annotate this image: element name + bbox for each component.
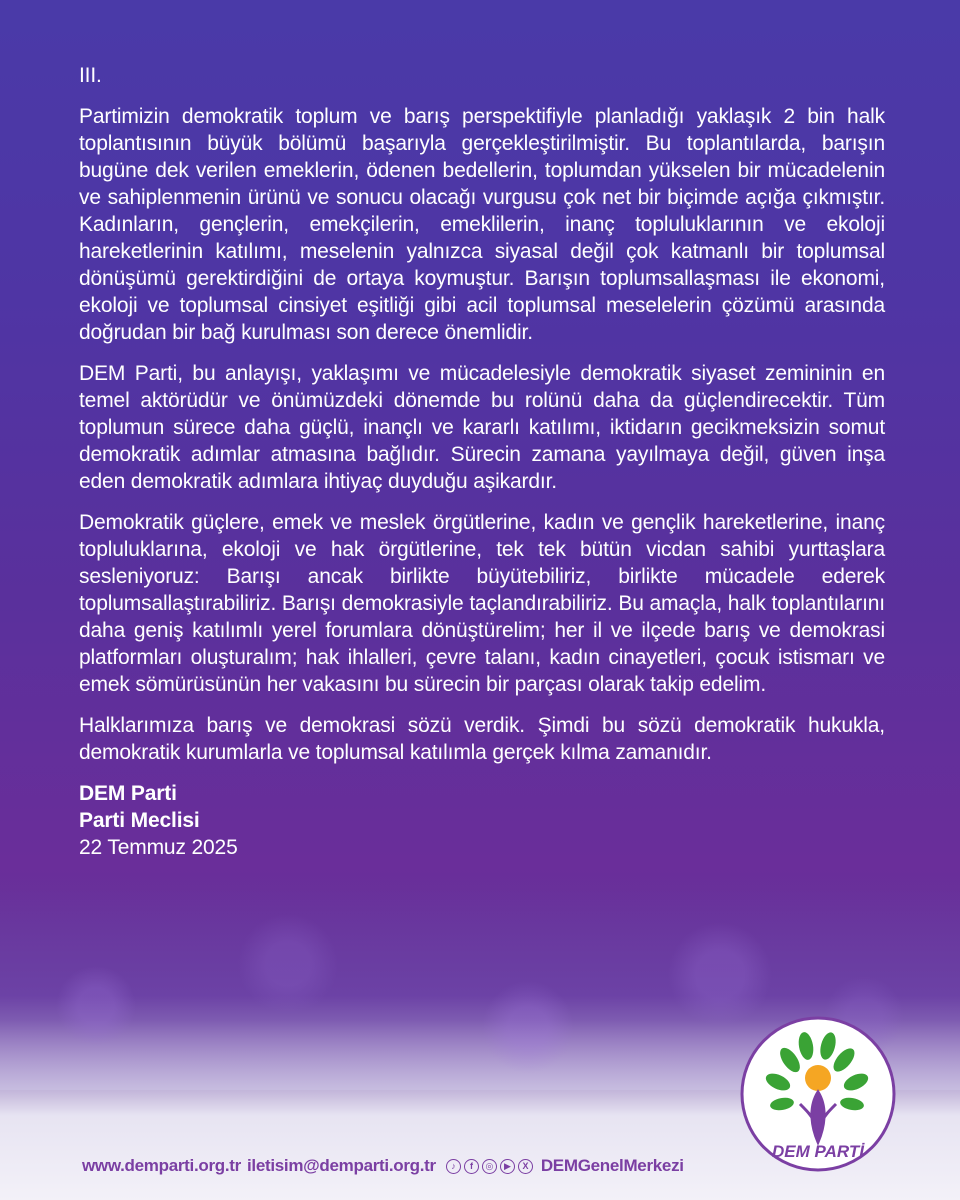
signature-date: 22 Temmuz 2025 xyxy=(79,836,238,859)
paragraph-4: Halklarımıza barış ve demokrasi sözü verdik. Şimdi bu sözü demokratik hukukla, demokratik kurumlarla ve toplumsal katılımla gerçek kılma zamanıdır. xyxy=(79,714,885,764)
dem-parti-logo xyxy=(738,1008,898,1188)
paragraph-3: Demokratik güçlere, emek ve meslek örgütlerine, kadın ve gençlik hareketlerine, inanç topluluklarına, ekoloji ve hak örgütlerine, tek tek bütün vicdan sahibi yurttaşlara sesleniyoruz: Barışı ancak birlikte büyütebiliriz, birlikte mücadele ederek toplumsallaştırabiliriz. Barışı demokrasiyle taçlandırabiliriz. Bu amaçla, halk toplantılarını daha geniş katılımlı yerel forumlara dönüştürelim; her il ve ilçede barış ve demokrasi platformları oluşturalım; hak ihlalleri, çevre talanı, kadın cinayetleri, çocuk istismarı ve emek sömürüsünün her vakasını bu sürecin bir parçası olarak takip edelim. xyxy=(79,511,885,696)
sun-icon xyxy=(805,1065,831,1091)
signature-org: DEM Parti xyxy=(79,782,177,805)
signature-block xyxy=(79,780,885,861)
email-link[interactable]: iletisim@demparti.org.tr xyxy=(246,1156,436,1175)
logo-text: DEM PARTİ xyxy=(772,1142,864,1161)
youtube-icon[interactable]: ▶ xyxy=(500,1159,515,1174)
social-handle[interactable]: DEMGenelMerkezi xyxy=(540,1156,684,1175)
section-numeral: III. xyxy=(79,64,102,87)
paragraph-1: Partimizin demokratik toplum ve barış perspektifiyle planladığı yaklaşık 2 bin halk toplantısının büyük bölümü başarıyla gerçekleştirilmiştir. Bu toplantılarda, barışın bugüne dek verilen emeklerin, ödenen bedellerin, toplumdan yükselen bir mücadelenin ve sahiplenmenin ürünü ve sonucu olacağı vurgusu çok net bir biçimde açığa çıkmıştır. Kadınların, gençlerin, emekçilerin, emeklilerin, inanç topluluklarının ve ekoloji hareketlerinin katılımı, meselenin yalnızca siyasal değil çok katmanlı bir toplumsal dönüşümü gerektirdiğini de ortaya koymuştur. Barışın toplumsallaşması ile ekonomi, ekoloji ve toplumsal cinsiyet eşitliği gibi acil toplumsal meselelerin çözümü arasında doğrudan bir bağ kurulması son derece önemlidir. xyxy=(79,105,885,344)
footer-contact xyxy=(82,1152,684,1180)
instagram-icon[interactable]: ◎ xyxy=(482,1159,497,1174)
signature-body: Parti Meclisi xyxy=(79,809,200,832)
facebook-icon[interactable]: f xyxy=(464,1159,479,1174)
statement-text xyxy=(79,62,885,861)
paragraph-2: DEM Parti, bu anlayışı, yaklaşımı ve mücadelesiyle demokratik siyaset zemininin en temel aktörüdür ve önümüzdeki dönemde bu rolünü daha da güçlendirecektir. Tüm toplumun sürece daha güçlü, inançlı ve kararlı katılımı, iktidarın gecikmeksizin somut demokratik adımlar atmasına bağlıdır. Sürecin zamana yayılmaya değil, güven inşa eden demokratik adımlara ihtiyaç duyduğu aşikardır. xyxy=(79,362,885,493)
x-icon[interactable]: X xyxy=(518,1159,533,1174)
website-link[interactable]: www.demparti.org.tr xyxy=(82,1156,241,1175)
tiktok-icon[interactable]: ♪ xyxy=(446,1159,461,1174)
social-icons xyxy=(446,1159,533,1174)
